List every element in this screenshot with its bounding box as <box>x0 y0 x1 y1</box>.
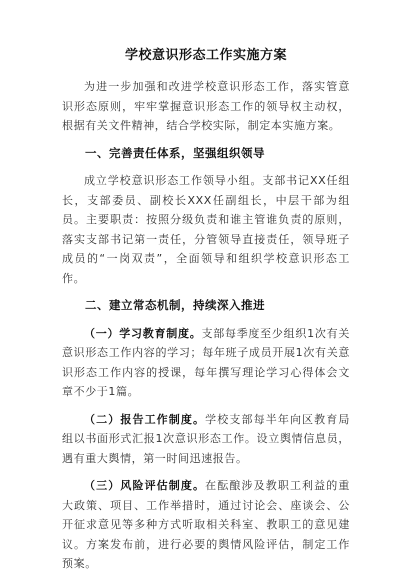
risk-assessment-system-label: （三）风险评估制度。 <box>84 479 206 492</box>
risk-assessment-system-text: 在酝酿涉及教职工利益的重大政策、项目、工作举措时，通过讨论会、座谈会、公开征求意见等多种方式听取相关科室、教职工的意见建议。方案发布前，进行必要的舆情风险评估，制定工作预案。 <box>62 479 350 570</box>
study-education-system-label: （一）学习教育制度。 <box>84 326 202 340</box>
section-1-paragraph: 成立学校意识形态工作领导小组。支部书记XX任组长，支部委员、副校长XXX任副组长，中层干部为组员。主要职责：按照分级负责和谁主管谁负责的原则，落实支部书记第一责任，分管领导直接责任，领导班子成员的“一岗双责”，全面领导和组织学校意识形态工作。 <box>62 174 350 285</box>
document-title: 学校意识形态工作实施方案 <box>124 48 287 63</box>
intro-paragraph: 为进一步加强和改进学校意识形态工作，落实管意识形态原则，牢牢掌握意识形态工作的领导权主动权，根据有关文件精神，结合学校实际，制定本实施方案。 <box>62 80 350 132</box>
risk-assessment-system-paragraph <box>62 476 350 574</box>
report-work-system-label: （二）报告工作制度。 <box>84 412 206 426</box>
study-education-system-paragraph <box>62 324 350 402</box>
section-1-heading: 一、完善责任体系，坚强组织领导 <box>85 145 265 160</box>
report-work-system-paragraph <box>62 410 350 469</box>
section-2-heading: 二、建立常态机制，持续深入推进 <box>85 298 265 312</box>
report-work-system-text: 学校支部每半年向区教育局组以书面形式汇报1次意识形态工作。设立舆情信息员，遇有重大舆情，第一时间迅速报告。 <box>62 412 350 465</box>
study-education-system-text: 支部每季度至少组织1次有关意识形态工作内容的学习；每年班子成员开展1次有关意识形态工作内容的授课，每年撰写理论学习心得体会文章不少于1篇。 <box>62 326 350 398</box>
